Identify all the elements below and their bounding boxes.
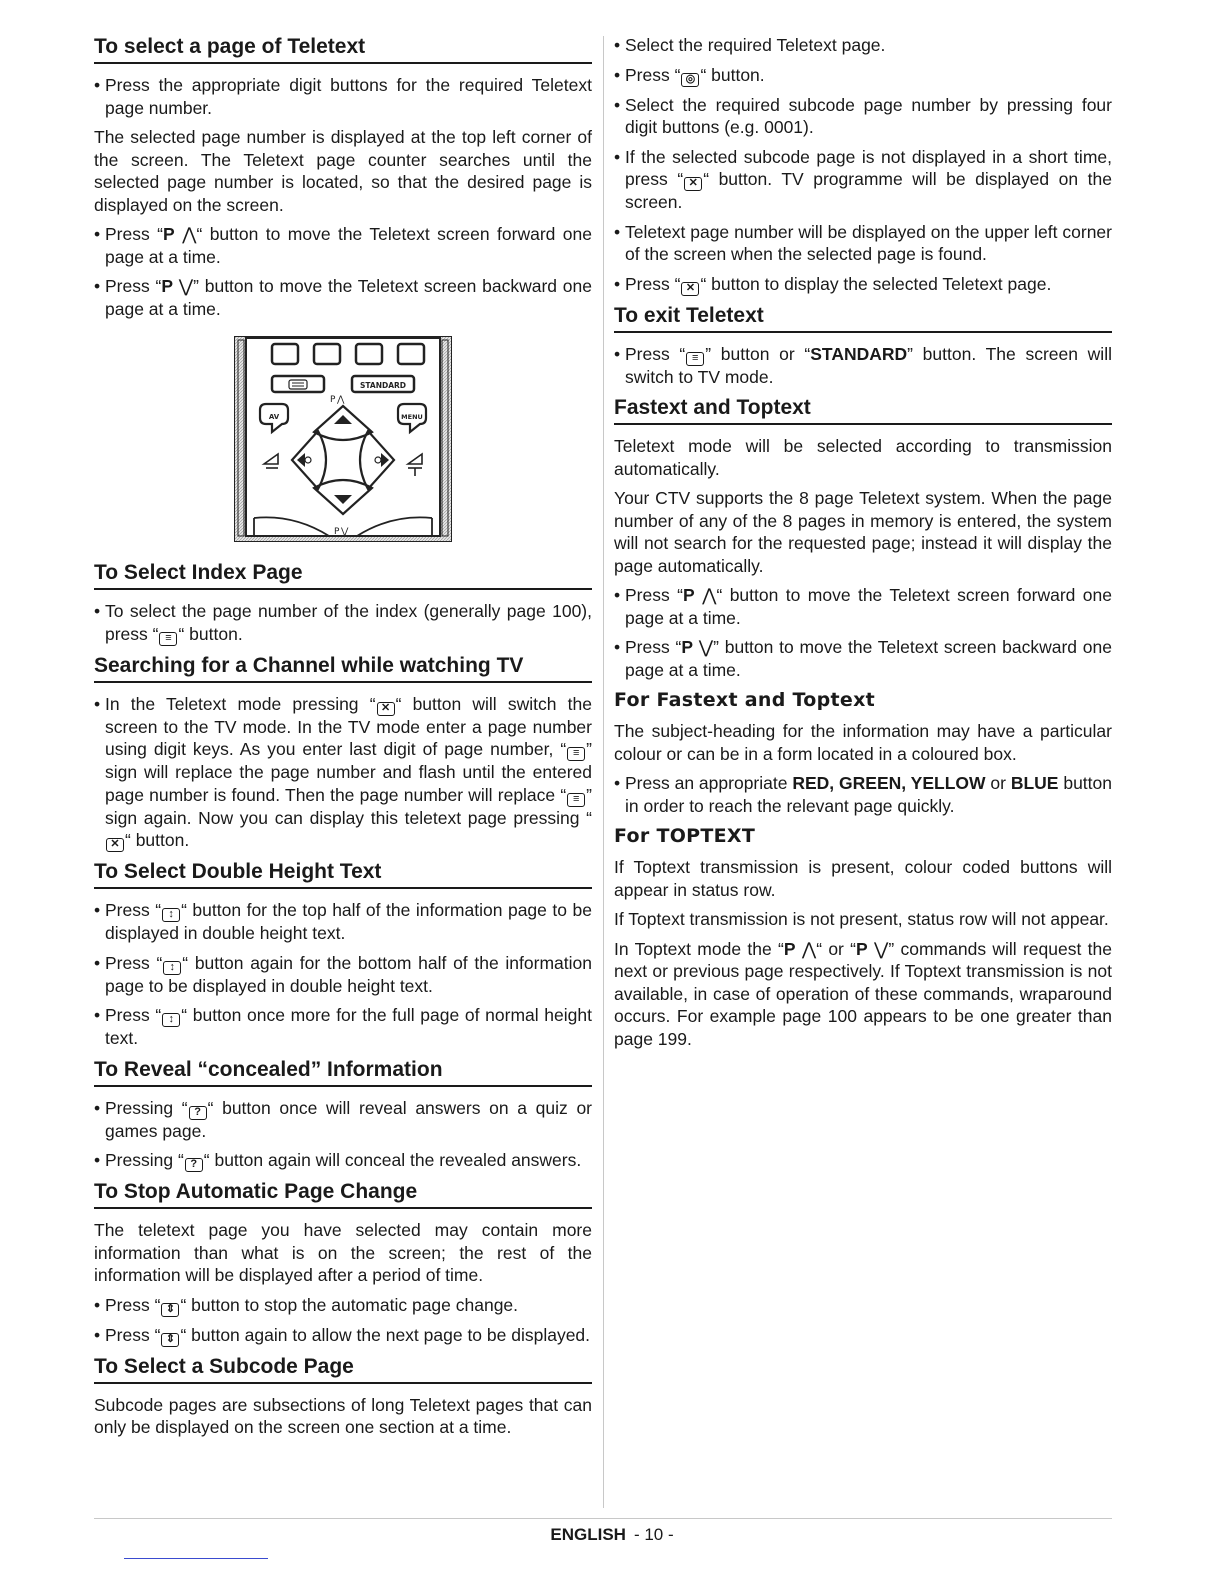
bullet-item: • Pressing “ ? “ button again will conceal the revealed answers. xyxy=(94,1149,592,1172)
cancel-icon: ✕ xyxy=(377,702,395,716)
paragraph: In Toptext mode the “P ⋀“ or “P ⋁” commands will request the next or previous page respectively. If Toptext transmission is not available, in case of operation of these commands, wraparound occurs. For example page 100 appears to be one greater than page 199. xyxy=(614,938,1112,1049)
chevron-down-icon: ⋁ xyxy=(698,637,714,657)
section-reveal xyxy=(94,1057,592,1173)
section-stop-page-change xyxy=(94,1179,592,1347)
subpage-icon: ◎ xyxy=(681,73,699,87)
bullet-item: • Press “ ↕ “ button for the top half of the information page to be displayed in double height text. xyxy=(94,899,592,945)
double-height-icon: ↕ xyxy=(163,961,181,975)
svg-text:STANDARD: STANDARD xyxy=(359,381,407,390)
section-double-height xyxy=(94,859,592,1050)
section-search-channel xyxy=(94,653,592,853)
section-select-page xyxy=(94,34,592,320)
double-height-icon: ↕ xyxy=(162,1013,180,1027)
chevron-up-icon: ⋀ xyxy=(702,585,717,605)
svg-text:⋁: ⋁ xyxy=(341,527,349,537)
paragraph: If Toptext transmission is present, colour coded buttons will appear in status row. xyxy=(614,857,1112,900)
column-divider xyxy=(603,36,604,1508)
bullet-item: • Press “ ↕ “ button again for the bottom half of the information page to be displayed in double height text. xyxy=(94,952,592,998)
bullet-item: • In the Teletext mode pressing “ ✕ “ button will switch the screen to the TV mode. In the TV mode enter a page number using digit keys. As you enter last digit of page number, “ ≡ ” sign will replace the page number and flash until the entered page number is found. Then the page number will replace “ ≡ ” sign again. Now you can display this teletext page pressing “✕ “ button. xyxy=(94,693,592,853)
section-for-toptext xyxy=(614,824,1112,1050)
bullet-item: • Teletext page number will be displayed on the upper left corner of the screen when the selected page is found. xyxy=(614,221,1112,266)
section-for-fastext-toptext xyxy=(614,688,1112,817)
bullet-item: • Press “ ✕ “ button to display the selected Teletext page. xyxy=(614,273,1112,296)
bullet-item: • Pressing “ ? “ button once will reveal answers on a quiz or games page. xyxy=(94,1097,592,1143)
paragraph: Your CTV supports the 8 page Teletext system. When the page number of any of the 8 pages in memory is entered, the system will not search for the requested page; instead it will display the page automatically. xyxy=(614,488,1112,576)
chevron-up-icon: ⋀ xyxy=(801,938,817,959)
cancel-icon: ✕ xyxy=(684,177,702,191)
remote-control-illustration xyxy=(234,336,452,542)
section-heading: To Select a Subcode Page xyxy=(94,1354,592,1384)
bullet-item: • Press “ ◎ “ button. xyxy=(614,64,1112,87)
paragraph: The teletext page you have selected may contain more information than what is on the screen; the rest of the information will be displayed after a period of time. xyxy=(94,1220,592,1285)
left-column xyxy=(94,34,592,1446)
bullet-item: • To select the page number of the index (generally page 100), press “ ≡ “ button. xyxy=(94,600,592,646)
paragraph: The subject-heading for the information may have a particular colour or can be in a form located in a coloured box. xyxy=(614,721,1112,764)
bullet-item: • Press “P ⋀“ button to move the Teletext screen forward one page at a time. xyxy=(94,223,592,268)
section-heading: To Reveal “concealed” Information xyxy=(94,1057,592,1087)
double-height-icon: ↕ xyxy=(162,908,180,922)
index-icon: ≡ xyxy=(159,632,177,646)
bullet-item: • Press “P ⋁” button to move the Teletext screen backward one page at a time. xyxy=(614,636,1112,681)
paragraph: Subcode pages are subsections of long Teletext pages that can only be displayed on the screen one section at a time. xyxy=(94,1394,592,1437)
bullet-item: • Press “P ⋀“ button to move the Teletext screen forward one page at a time. xyxy=(614,584,1112,629)
svg-text:MENU: MENU xyxy=(401,413,423,421)
hold-icon: ⇕ xyxy=(161,1333,179,1347)
paragraph: If Toptext transmission is not present, status row will not appear. xyxy=(614,909,1109,929)
chevron-down-icon: ⋁ xyxy=(874,938,889,959)
bullet-item: • Select the required subcode page number by pressing four digit buttons (e.g. 0001). xyxy=(614,94,1112,139)
chevron-up-icon: ⋀ xyxy=(182,224,197,244)
corner-line xyxy=(124,1558,268,1559)
section-fastext-toptext xyxy=(614,395,1112,681)
section-heading: To Select Index Page xyxy=(94,560,592,590)
footer-rule xyxy=(94,1518,1112,1519)
svg-text:AV: AV xyxy=(268,413,280,421)
bullet-item: • Press “ ⇕ “ button again to allow the next page to be displayed. xyxy=(94,1324,592,1347)
bullet-item: • Press “ ↕ “ button once more for the full page of normal height text. xyxy=(94,1004,592,1050)
svg-text:⋀: ⋀ xyxy=(337,395,345,405)
teletext-sign-icon: ≡ xyxy=(567,793,585,807)
svg-text:P: P xyxy=(334,527,340,537)
cancel-icon: ✕ xyxy=(106,838,124,852)
svg-text:P: P xyxy=(330,395,336,405)
page-number: - 10 - xyxy=(633,1525,674,1544)
teletext-sign-icon: ≡ xyxy=(567,747,585,761)
hold-icon: ⇕ xyxy=(161,1303,179,1317)
subsection-heading: For Fastext and Toptext xyxy=(614,689,876,711)
reveal-icon: ? xyxy=(189,1106,207,1120)
bullet-item: • Press an appropriate RED, GREEN, YELLOW or BLUE button in order to reach the relevant page quickly. xyxy=(614,772,1112,817)
paragraph: The selected page number is displayed at the top left corner of the screen. The Teletext page counter searches until the selected page number is located, so that the desired page is displayed on the screen. xyxy=(94,127,592,215)
bullet-item: • Press the appropriate digit buttons for the required Teletext page number. xyxy=(94,74,592,119)
reveal-icon: ? xyxy=(185,1158,203,1172)
teletext-icon: ≡ xyxy=(686,352,704,366)
section-heading: To select a page of Teletext xyxy=(94,34,592,64)
subsection-heading: For TOPTEXT xyxy=(614,825,756,847)
paragraph: Teletext mode will be selected according to transmission automatically. xyxy=(614,436,1112,479)
section-exit-teletext xyxy=(614,303,1112,389)
chevron-down-icon: ⋁ xyxy=(178,276,194,296)
section-subcode-page xyxy=(94,1354,592,1439)
bullet-item: • Press “ ≡ ” button or “STANDARD” button. The screen will switch to TV mode. xyxy=(614,343,1112,389)
bullet-item: • If the selected subcode page is not displayed in a short time, press “ ✕ “ button. TV programme will be displayed on the screen. xyxy=(614,146,1112,214)
bullet-item: • Press “P ⋁” button to move the Teletext screen backward one page at a time. xyxy=(94,275,592,320)
page-footer xyxy=(0,1525,1224,1545)
section-heading: To Stop Automatic Page Change xyxy=(94,1179,592,1209)
bullet-item: • Select the required Teletext page. xyxy=(614,34,1112,57)
subcode-steps xyxy=(614,34,1112,296)
bullet-item: • Press “ ⇕ “ button to stop the automatic page change. xyxy=(94,1294,592,1317)
section-index-page xyxy=(94,560,592,646)
cancel-icon: ✕ xyxy=(681,282,699,296)
section-heading: To exit Teletext xyxy=(614,303,1112,333)
right-column xyxy=(614,34,1112,1057)
footer-language: ENGLISH xyxy=(550,1525,626,1544)
section-heading: Fastext and Toptext xyxy=(614,395,1112,425)
section-heading: To Select Double Height Text xyxy=(94,859,592,889)
section-heading: Searching for a Channel while watching TV xyxy=(94,653,592,683)
